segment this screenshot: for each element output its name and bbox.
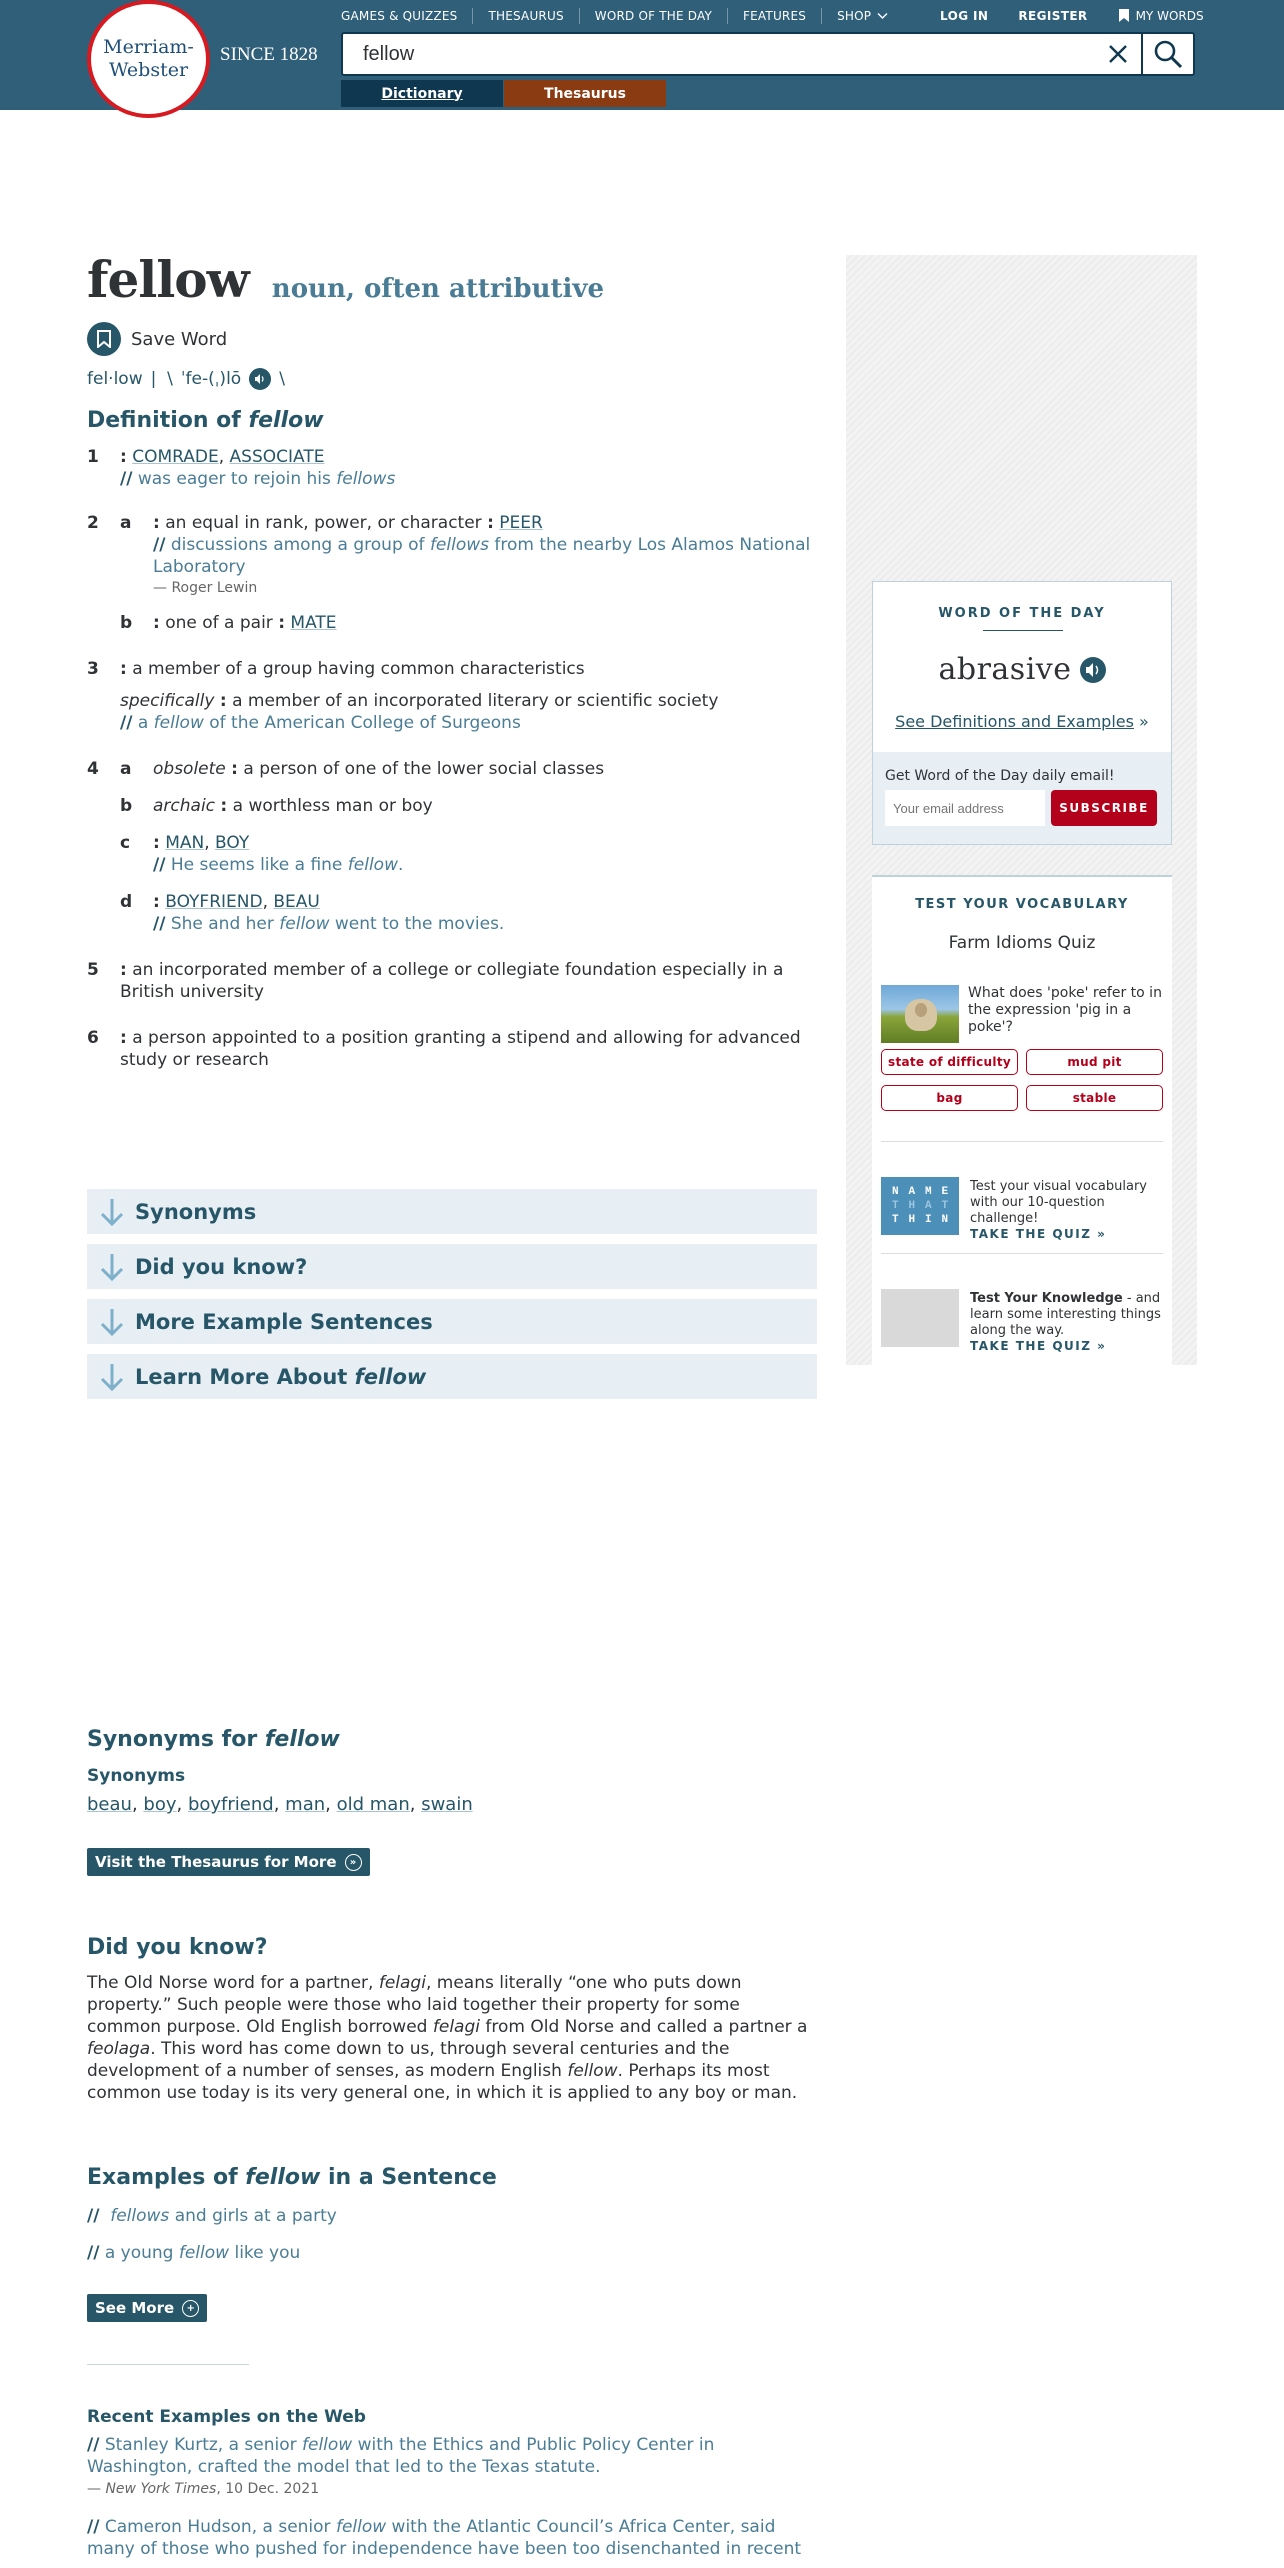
- wotd-underline: [983, 630, 1063, 631]
- nav-features[interactable]: FEATURES: [727, 8, 821, 24]
- example-sentence: // She and her fellow went to the movies.: [153, 914, 505, 934]
- sense-4c: c : MAN, BOY // He seems like a fine fellow.: [87, 832, 817, 876]
- definition-heading-prefix: Definition of: [87, 408, 249, 433]
- sense-letter: a: [120, 513, 132, 533]
- dyk-italic: felagi: [432, 2017, 480, 2037]
- synonyms-subheading: Synonyms: [87, 1766, 186, 1786]
- wotd-word[interactable]: abrasive: [938, 652, 1072, 687]
- arrow-down-icon: [99, 1362, 125, 1392]
- wotd-see-definitions: [873, 712, 1171, 731]
- pron-separator: | \: [150, 369, 173, 389]
- nt-letter: H: [908, 1214, 916, 1226]
- accordion-learn-more[interactable]: [87, 1354, 817, 1399]
- sense-4b: b archaic : a worthless man or boy: [120, 796, 433, 816]
- my-words-label: MY WORDS: [1135, 8, 1204, 23]
- nav-word-of-the-day[interactable]: WORD OF THE DAY: [579, 8, 727, 24]
- word-of-the-day-widget: [872, 581, 1172, 845]
- sense-4d: d : BOYFRIEND, BEAU // She and her fellow went to the movies.: [87, 891, 817, 935]
- example-text-after: .: [398, 855, 404, 875]
- nt-letter: T: [941, 1200, 949, 1212]
- sense-letter: a: [120, 759, 132, 779]
- example-sentence: // discussions among a group of fellows from the nearby Los Alamos National Laboratory: [153, 535, 811, 577]
- accordion-more-example-sentences[interactable]: [87, 1299, 817, 1344]
- section-divider: [87, 2364, 249, 2365]
- dyk-text: . Perhaps its most common use today is its very general one, in which it is applied to any boy or man.: [87, 2061, 798, 2103]
- dyk-italic: felagi: [378, 1973, 426, 1993]
- right-sidebar: [846, 255, 1197, 1365]
- recent-source: — New York Times, 10 Dec. 2021: [87, 2481, 320, 2497]
- dyk-text: from Old Norse and called a partner a: [479, 2017, 808, 2037]
- name-that-thing-text: Test your visual vocabulary with our 10-question challenge!: [970, 1179, 1147, 1226]
- take-the-quiz-link[interactable]: [970, 1227, 1106, 1241]
- plus-icon: +: [182, 2300, 199, 2317]
- wotd-email-signup: [873, 752, 1171, 844]
- example-italic: fellows: [110, 2206, 170, 2226]
- account-nav: [940, 8, 1204, 23]
- recent-source-date: , 10 Dec. 2021: [216, 2481, 320, 2497]
- nt-letter: M: [924, 1186, 932, 1198]
- nav-shop-label: SHOP: [837, 9, 872, 23]
- accordion-did-you-know[interactable]: [87, 1244, 817, 1289]
- synonyms-heading-prefix: Synonyms for: [87, 1727, 265, 1752]
- quiz-question: What does 'poke' refer to in the expression 'pig in a poke'?: [968, 985, 1162, 1035]
- recent-text-after: with the Ethics and Public Policy Center in Washington, crafted the model that led to the Texas statute.: [87, 2435, 715, 2477]
- accordion-synonyms[interactable]: [87, 1189, 817, 1234]
- double-chevron-icon: »: [1097, 1227, 1107, 1241]
- knowledge-quiz-title: Test Your Knowledge: [970, 1291, 1123, 1306]
- xref-associate[interactable]: ASSOCIATE: [229, 447, 325, 467]
- example-italic: fellow: [279, 914, 330, 934]
- email-prompt: Get Word of the Day daily email!: [885, 768, 1115, 784]
- definition-text: a person appointed to a position granting a stipend and allowing for advanced study or research: [120, 1028, 801, 1070]
- xref-boyfriend[interactable]: BOYFRIEND: [165, 892, 263, 912]
- sense-5: 5 : an incorporated member of a college or collegiate foundation especially in a British university: [87, 960, 784, 1002]
- search-divider: [1141, 34, 1143, 74]
- divider: [881, 1253, 1163, 1254]
- subscribe-button[interactable]: SUBSCRIBE: [1051, 790, 1157, 826]
- dyk-text: , means literally “one who puts down property.” Such people were those who laid together their property for some common purpose. Old English borrowed: [87, 1973, 742, 2037]
- vocab-label: TEST YOUR VOCABULARY: [915, 897, 1129, 912]
- top-nav: [341, 8, 903, 24]
- headword: fellow: [87, 250, 249, 309]
- xref-boy[interactable]: BOY: [215, 833, 250, 853]
- visit-thesaurus-button[interactable]: [87, 1848, 370, 1876]
- example-text: She and her: [170, 914, 280, 934]
- accordion-label-word: fellow: [354, 1364, 427, 1389]
- bookmark-icon: [1118, 8, 1130, 23]
- specifically-line: specifically : a member of an incorporated literary or scientific society: [120, 691, 719, 711]
- synonym-link[interactable]: beau: [87, 1794, 132, 1815]
- definition-heading: [87, 408, 324, 433]
- xref-man[interactable]: MAN: [165, 833, 205, 853]
- sense-letter: b: [120, 613, 133, 633]
- recent-italic: fellow: [302, 2435, 353, 2455]
- wotd-definitions-link[interactable]: See Definitions and Examples: [895, 712, 1134, 731]
- xref-comrade[interactable]: COMRADE: [132, 447, 219, 467]
- example-text: discussions among a group of: [170, 535, 430, 555]
- definition-text: an equal in rank, power, or character: [165, 513, 482, 533]
- nt-letter: A: [924, 1200, 932, 1212]
- search-icon[interactable]: [1153, 39, 1183, 69]
- quiz-option[interactable]: bag: [881, 1085, 1018, 1111]
- xref-mate[interactable]: MATE: [290, 613, 337, 633]
- knowledge-quiz-text: [970, 1291, 1166, 1339]
- definition-text: one of a pair: [165, 613, 273, 633]
- accordion-label: More Example Sentences: [135, 1309, 433, 1334]
- my-words-link[interactable]: [1118, 8, 1204, 23]
- nt-letter: T: [891, 1200, 899, 1212]
- example-text-after: of the American College of Surgeons: [203, 713, 521, 733]
- nt-letter: N: [941, 1214, 949, 1226]
- double-chevron-icon: »: [1097, 1339, 1107, 1353]
- pron-close: \: [279, 369, 285, 389]
- search-input[interactable]: [343, 34, 1083, 74]
- nt-letter: A: [908, 1186, 916, 1198]
- quiz-option[interactable]: stable: [1026, 1085, 1163, 1111]
- accordion-label: [135, 1365, 426, 1389]
- recent-source-name[interactable]: New York Times: [105, 2481, 217, 2497]
- definition-text: an incorporated member of a college or collegiate foundation especially in a British university: [120, 960, 784, 1002]
- nt-letter: T: [891, 1214, 899, 1226]
- synonym-link[interactable]: boy: [143, 1794, 177, 1815]
- function-label[interactable]: noun, often attributive: [271, 274, 605, 304]
- recent-example: // Stanley Kurtz, a senior fellow with the Ethics and Public Policy Center in Washington, crafted the model that led to the Texas statute. — New York Times, 10 Dec. 2021: [87, 2434, 817, 2500]
- synonym-link[interactable]: swain: [421, 1794, 473, 1815]
- example-sentence: // was eager to rejoin his fellows: [120, 469, 396, 489]
- sense-letter: b: [120, 796, 133, 816]
- example-italic: fellows: [429, 535, 489, 555]
- definition-text: a member of an incorporated literary or scientific society: [232, 691, 719, 711]
- synonym-link[interactable]: man: [285, 1794, 326, 1815]
- sense-4a: 4 a obsolete : a person of one of the lower social classes: [87, 759, 605, 779]
- take-quiz-label: TAKE THE QUIZ: [970, 1227, 1092, 1241]
- sense-number: 5: [87, 960, 99, 980]
- recent-text: Cameron Hudson, a senior: [104, 2517, 336, 2537]
- register-link[interactable]: REGISTER: [1018, 8, 1088, 23]
- visit-thesaurus-label: Visit the Thesaurus for More: [95, 1853, 337, 1871]
- dyk-italic: fellow: [567, 2061, 618, 2081]
- save-word-label: Save Word: [131, 328, 228, 350]
- examples-heading-suffix: in a Sentence: [320, 2165, 497, 2190]
- recent-italic: fellow: [335, 2517, 387, 2537]
- synonyms-heading: [87, 1727, 340, 1752]
- recent-text: Stanley Kurtz, a senior: [104, 2435, 303, 2455]
- example-text: He seems like a fine: [170, 855, 348, 875]
- sense-3: 3 : a member of a group having common characteristics specifically : a member of an incorporated literary or scientific society // a fellow of the American College of Surgeons: [87, 658, 817, 734]
- name-that-thing-logo[interactable]: [881, 1177, 959, 1235]
- wotd-label: WORD OF THE DAY: [938, 606, 1106, 621]
- chevron-down-icon: [877, 12, 888, 20]
- example-italic: fellow: [153, 713, 204, 733]
- dyk-text: . This word has come down to us, through several centuries and the development of a number of senses, as modern English: [87, 2039, 730, 2081]
- example-text-after: went to the movies.: [329, 914, 505, 934]
- nt-letter: H: [908, 1200, 916, 1212]
- logo-text-line1: Merriam-: [103, 36, 194, 58]
- example-text-after: like you: [229, 2243, 301, 2263]
- login-link[interactable]: LOG IN: [940, 8, 989, 23]
- nt-letter: E: [941, 1186, 949, 1198]
- examples-heading-prefix: Examples of: [87, 2165, 246, 2190]
- merriam-webster-logo[interactable]: [87, 0, 210, 118]
- xref-beau[interactable]: BEAU: [273, 892, 320, 912]
- sense-number: 1: [87, 447, 99, 467]
- play-audio-icon[interactable]: [249, 368, 271, 390]
- quiz-name[interactable]: Farm Idioms Quiz: [948, 933, 1096, 953]
- sense-letter: c: [120, 833, 131, 853]
- syllables: fel·low: [87, 369, 143, 389]
- bookmark-icon: [87, 322, 121, 356]
- sense-label: archaic: [153, 796, 216, 816]
- dyk-text: The Old Norse word for a partner,: [87, 1973, 379, 1993]
- since-1828: SINCE 1828: [220, 44, 318, 65]
- raquo: »: [1139, 712, 1149, 731]
- sense-number: 4: [87, 759, 99, 779]
- synonym-link[interactable]: old man: [336, 1794, 410, 1815]
- nt-letter: N: [891, 1186, 899, 1198]
- example-text: a: [137, 713, 154, 733]
- take-the-quiz-link[interactable]: [970, 1339, 1106, 1353]
- example-italic: fellows: [336, 469, 396, 489]
- accordion-label: Did you know?: [135, 1254, 308, 1279]
- pronunciation: ˈfe-(ˌ)lō: [180, 369, 242, 389]
- example-text-after: from the nearby Los Alamos National Laboratory: [153, 535, 811, 577]
- take-quiz-label: TAKE THE QUIZ: [970, 1339, 1092, 1353]
- example-sentence: // He seems like a fine fellow.: [153, 855, 404, 875]
- sense-2b: b : one of a pair : MATE: [120, 613, 337, 633]
- dyk-italic: feolaga: [87, 2039, 151, 2059]
- wotd-word-row: [873, 652, 1171, 687]
- quiz-option[interactable]: mud pit: [1026, 1049, 1163, 1075]
- test-your-vocabulary-widget: [872, 875, 1172, 1365]
- knowledge-quiz-image[interactable]: [881, 1289, 959, 1347]
- examples-heading-word: fellow: [245, 2165, 321, 2190]
- definition-senses: [87, 446, 817, 1071]
- arrow-down-icon: [99, 1197, 125, 1227]
- definition-heading-word: fellow: [248, 408, 324, 433]
- nav-shop[interactable]: [821, 8, 903, 24]
- double-chevron-icon: »: [345, 1854, 362, 1871]
- nav-thesaurus[interactable]: THESAURUS: [472, 8, 578, 24]
- entry-header: [87, 250, 604, 309]
- recent-examples-heading: Recent Examples on the Web: [87, 2407, 366, 2427]
- example-sentence: // a young fellow like you: [87, 2243, 301, 2263]
- definition-text: a worthless man or boy: [232, 796, 433, 816]
- example-text-after: and girls at a party: [169, 2206, 337, 2226]
- play-audio-icon[interactable]: [1080, 657, 1106, 683]
- knowledge-quiz-desc: - and learn some interesting things along the way.: [970, 1291, 1161, 1338]
- clear-search-icon[interactable]: [1105, 41, 1131, 67]
- nt-letter: I: [924, 1214, 932, 1226]
- example-text: was eager to rejoin his: [137, 469, 337, 489]
- tab-dictionary[interactable]: Dictionary: [341, 80, 503, 107]
- sense-number: 3: [87, 659, 99, 679]
- synonyms-list: beau, boy, boyfriend, man, old man, swain: [87, 1794, 473, 1815]
- sense-letter: d: [120, 892, 133, 912]
- synonyms-heading-word: fellow: [264, 1727, 340, 1752]
- did-you-know-heading: Did you know?: [87, 1935, 268, 1960]
- tab-thesaurus[interactable]: Thesaurus: [504, 80, 666, 107]
- definition-text: a member of a group having common characteristics: [132, 659, 585, 679]
- logo-text-line2: Webster: [108, 59, 189, 81]
- synonym-link[interactable]: boyfriend: [187, 1794, 274, 1815]
- divider: [881, 1141, 1163, 1142]
- accordion-label: Synonyms: [135, 1199, 257, 1224]
- examples-heading: [87, 2165, 497, 2190]
- sense-number: 6: [87, 1028, 99, 1048]
- example-italic: fellow: [347, 855, 398, 875]
- quiz-option[interactable]: state of difficulty: [881, 1049, 1018, 1075]
- sense-2a: 2 a : an equal in rank, power, or character : PEER // discussions among a group of fellows from the nearby Los Alamos National Laboratory — Roger Lewin: [87, 512, 817, 598]
- sense-label: specifically: [120, 691, 215, 711]
- see-more-label: See More: [95, 2299, 175, 2317]
- example-italic: fellow: [178, 2243, 230, 2263]
- sense-6: 6 : a person appointed to a position granting a stipend and allowing for advanced study or research: [87, 1028, 801, 1070]
- accordion-label-prefix: Learn More About: [135, 1364, 355, 1389]
- recent-text-after: with the Atlantic Council’s Africa Center, said many of those who pushed for independence have been too disenchanted in recent: [87, 2517, 802, 2559]
- example-sentence: // a fellow of the American College of Surgeons: [120, 713, 521, 733]
- example-author: — Roger Lewin: [153, 580, 258, 596]
- sense-1: 1 : COMRADE, ASSOCIATE // was eager to rejoin his fellows: [87, 446, 817, 490]
- save-word-button[interactable]: [87, 322, 227, 356]
- xref-peer[interactable]: PEER: [499, 513, 543, 533]
- arrow-down-icon: [99, 1307, 125, 1337]
- example-text: a young: [104, 2243, 179, 2263]
- quiz-image-sheep[interactable]: [881, 985, 959, 1043]
- recent-example: // Cameron Hudson, a senior fellow with the Atlantic Council’s Africa Center, said many of those who pushed for independence have been too disenchanted in recent: [87, 2517, 802, 2559]
- sense-label: obsolete: [153, 759, 226, 779]
- site-header: [0, 0, 1284, 110]
- definition-text: a person of one of the lower social classes: [243, 759, 605, 779]
- see-more-button[interactable]: [87, 2294, 207, 2322]
- sense-number: 2: [87, 513, 99, 533]
- nav-games-quizzes[interactable]: GAMES & QUIZZES: [341, 9, 458, 23]
- arrow-down-icon: [99, 1252, 125, 1282]
- email-field[interactable]: [885, 790, 1045, 826]
- did-you-know-text: [87, 1972, 817, 2104]
- search-bar: [341, 32, 1195, 76]
- example-sentence: // fellows and girls at a party: [87, 2206, 337, 2226]
- pronunciation-row: [87, 368, 285, 390]
